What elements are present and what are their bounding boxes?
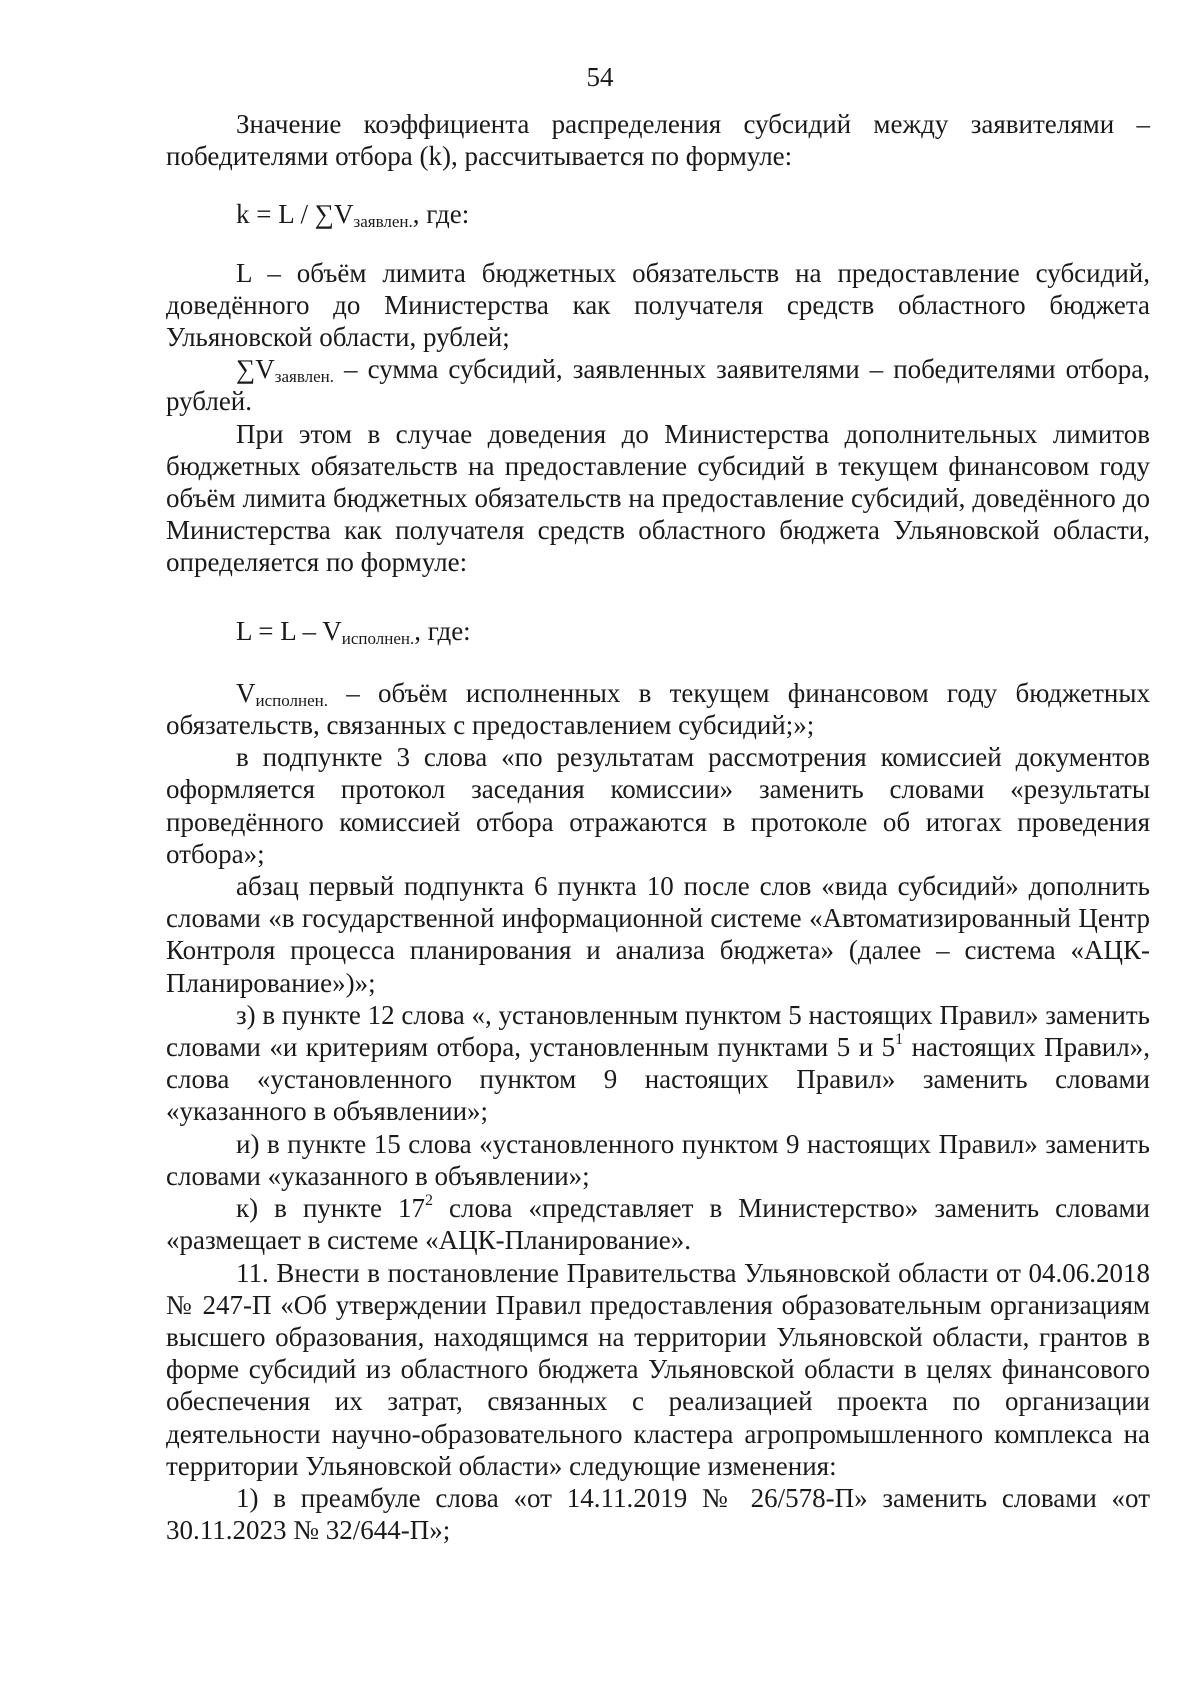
formula-L-lhs: L = L – V [236, 615, 342, 646]
paragraph-i: и) в пункте 15 слова «установленного пунктом 9 настоящих Правил» заменить словами «указанного в объявлении»; [166, 1128, 1150, 1191]
paragraph-z-text-2: настоящих Правил», слова «установленного пунктом 9 настоящих Правил» заменить словами «указанного в объявлении»; [166, 1032, 1150, 1127]
paragraph-z-superscript: 1 [895, 1031, 904, 1049]
paragraph-k-text-2: слова «представляет в Министерство» заменить словами «размещает в системе «АЦК-Планирование». [166, 1193, 1150, 1256]
paragraph-additional-limits: При этом в случае доведения до Министерства дополнительных лимитов бюджетных обязательств на предоставление субсидий в текущем финансовом году объём лимита бюджетных обязательств на предоставление субсидий, доведённого до Министерства как получателя средств областного бюджета Ульяновской области, определяется по формуле: [166, 418, 1150, 578]
definition-sum-v-subscript: заявлен. [274, 367, 335, 387]
formula-k [166, 198, 1150, 230]
paragraph-k-text-1: к) в пункте 17 [236, 1193, 425, 1224]
paragraph-k [166, 1192, 1150, 1256]
formula-k-tail: , где: [412, 199, 470, 230]
paragraph-z-text-1: з) в пункте 12 слова «, установленным пунктом 5 настоящих Правил» заменить словами «и критериям отбора, установленным пунктами 5 и 5 [166, 999, 1150, 1063]
sum-symbol: ∑V [314, 199, 354, 230]
formula-L-subscript: исполнен. [341, 628, 415, 648]
sum-symbol: ∑V [236, 354, 275, 385]
paragraph-z [166, 999, 1150, 1128]
definition-v-executed [166, 677, 1150, 741]
paragraph-subitem-3: в подпункте 3 слова «по результатам рассмотрения комиссией документов оформляется протокол заседания комиссии» заменить словами «результаты проведённого комиссией отбора отражаются в протоколе об итогах проведения отбора»; [166, 742, 1150, 869]
definition-L: L – объём лимита бюджетных обязательств на предоставление субсидий, доведённого до Министерства как получателя средств областного бюджета Ульяновской области, рублей; [166, 257, 1150, 353]
formula-L-tail: , где: [414, 615, 471, 646]
definition-v-var: V [236, 677, 256, 708]
document-body [166, 108, 1150, 1546]
formula-k-lhs: k = L / [236, 199, 315, 230]
formula-L [166, 615, 1150, 647]
definition-sum-v-text: – сумма субсидий, заявленных заявителями – победителями отбора, рублей. [166, 354, 1150, 417]
formula-k-subscript: заявлен. [353, 212, 413, 232]
paragraph-subitem-6: абзац первый подпункта 6 пункта 10 после слов «вида субсидий» дополнить словами «в государственной информационной системе «Автоматизированный Центр Контроля процесса планирования и анализа бюджета» (далее – система «АЦК-Планирование»)»; [166, 871, 1150, 998]
paragraph-11: 11. Внести в постановление Правительства Ульяновской области от 04.06.2018 № 247-П «Об утверждении Правил предоставления образовательным организациям высшего образования, находящимся на территории Ульяновской области, грантов в форме субсидий из областного бюджета Ульяновской области в целях финансового обеспечения их затрат, связанных с реализацией проекта по организации деятельности научно-образовательного кластера агропромышленного комплекса на территории Ульяновской области» следующие изменения: [166, 1257, 1150, 1481]
paragraph-k-superscript: 2 [424, 1192, 433, 1210]
definition-v-subscript: исполнен. [255, 690, 328, 710]
definition-sum-v [166, 353, 1150, 417]
definition-v-text: – объём исполненных в текущем финансовом году бюджетных обязательств, связанных с предоставлением субсидий;»; [166, 677, 1150, 741]
page-number: 54 [586, 62, 614, 92]
paragraph-11-item-1: 1) в преамбуле слова «от 14.11.2019 № 26/578-П» заменить словами «от 30.11.2023 № 32/644-П»; [166, 1482, 1150, 1546]
coefficient-intro: Значение коэффициента распределения субсидий между заявителями – победителями отбора (k), рассчитывается по формуле: [166, 109, 1150, 172]
